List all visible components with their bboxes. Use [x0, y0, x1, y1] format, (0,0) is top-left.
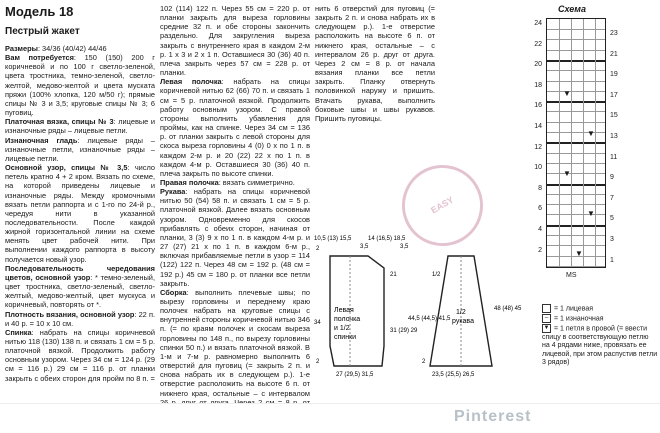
- col1-paragraph-text: : 34/36 (40/42) 44/46: [37, 44, 107, 53]
- body-label-3: и 1/2: [334, 325, 350, 332]
- pattern-measure-6: 34: [314, 320, 321, 326]
- col1-paragraph-text: : число петель кратно 4 + 2 кром. Вязать по схеме, на которой приведены лицевые и изнаночные ряды. Между кромочными вязать петли раппорта и с 1-го по 24-й р., чередуя нити в указанной последовательности. После каждой жирной горизонтальной линии на схеме менять цвет рабочей нити. При выполнении каждого раппорта в высоту получается новый узор.: [5, 163, 155, 264]
- pattern-measure-5: 2: [316, 246, 320, 252]
- col1-paragraph: [5, 163, 155, 264]
- column-2-body: [160, 4, 310, 425]
- model-subtitle: Пестрый жакет: [5, 26, 80, 37]
- drop-stitch-icon: ▼: [587, 129, 595, 138]
- schema-row-number: 12: [534, 143, 542, 151]
- schema-row-number: 21: [610, 50, 618, 58]
- schema-row-number: 4: [538, 226, 542, 233]
- col1-paragraph: [5, 136, 155, 163]
- col2-paragraph-label: Рукава: [160, 187, 186, 197]
- schema-column-line: [595, 19, 596, 267]
- schema-row-number: 11: [610, 153, 618, 161]
- pattern-measure-2: 3,5: [360, 244, 369, 250]
- legend-drop-icon: ▼: [543, 324, 550, 331]
- col1-paragraph-label: Размеры: [5, 44, 38, 53]
- col1-paragraph-label: Изнаночная гладь: [5, 135, 78, 145]
- legend-purl-text: = 1 изнаночная: [554, 315, 604, 323]
- column-1-body: [5, 44, 155, 383]
- schema-row-number: 17: [610, 91, 618, 99]
- schema-row-number: 23: [610, 30, 618, 37]
- pattern-measure-1: 10,5 (13) 15,5: [314, 236, 352, 242]
- schema-row-number: 22: [534, 40, 542, 48]
- pattern-measure-3: 14 (16,5) 18,5: [368, 236, 406, 242]
- schema-row-number: 19: [610, 71, 618, 79]
- col2-paragraph-label: Правая полочка: [160, 177, 219, 187]
- col1-paragraph-text: : 150 (150) 200 г коричневой и по 100 г светло-зеленой, цвета тростника, темно-зеленой, светло-желтой, медово-желтой и цвета муската пряжи (100% хлопка, 120 м/50 г); прямые спицы № 3 и 3,5; круговые спицы № 3; 6 пуговиц.: [5, 53, 155, 118]
- legend-item-drop: [542, 324, 658, 368]
- col2-paragraph-text: : набрать на спицы коричневой нитью 50 (54) 58 п. и связать 1 см = 5 р. платочной вязкой. Далее вязать основным узором. Одновременно для скосов прибавлять с обеих сторон, начиная от планки, 3 (3) 9 х по 1 п. в каждом 4-м р. и 27 (27) 21 х по 1 п. в каждом 6-м р., включая прибавляемые петли в узор = 114 (122) 122 п. Через 48 см = 192 р. (48 см = 192 р.) 45 см = 180 р. от планки все петли закрыть.: [160, 187, 310, 288]
- schema-row-number: 13: [610, 133, 618, 140]
- col1-paragraph-label: Спинка: [5, 327, 32, 337]
- schema-legend: [542, 304, 658, 368]
- schema-column-line: [571, 19, 572, 267]
- schema-row-number: 24: [534, 20, 542, 27]
- schema-row-number: 20: [534, 61, 542, 69]
- schema-row-number: 10: [534, 164, 542, 172]
- col1-paragraph-text: : лицевые ряды – изнаночные петли, изнаночные ряды – лицевые петли.: [5, 135, 155, 163]
- col1-paragraph: [5, 264, 155, 310]
- pattern-measure-14: 23,5 (25,5) 26,5: [432, 372, 475, 378]
- schema-column-line: [559, 19, 560, 267]
- col1-paragraph-label: Основной узор, спицы № 3,5: [5, 163, 128, 173]
- body-label-2: полочка: [334, 316, 361, 323]
- watermark-logo: EASY: [387, 150, 498, 261]
- col1-paragraph-text: : набрать на спицы коричневой нитью 118 (130) 138 п. и связать 1 см = 5 р. платочной вязкой. Продолжить работу основным узором. Через 34 см = 124 р. (29 см = 116 р.) 29 см = 116 р. от планки закрыть с обеих сторон для пройм по 8 п. =: [5, 327, 155, 383]
- col1-paragraph: [5, 328, 155, 383]
- pattern-measure-8: 31 (29) 29: [390, 328, 418, 334]
- schema-row-number: 3: [610, 236, 614, 243]
- col2-paragraph-text: : вязать симметрично.: [218, 177, 295, 187]
- schema-row-number: 16: [534, 102, 542, 110]
- body-label-1: Левая: [334, 307, 354, 314]
- col1-paragraph-label: Вам потребуется: [5, 53, 74, 63]
- schema-row-number: 18: [534, 81, 542, 89]
- column-1: [5, 4, 155, 430]
- schema-row-number: 1: [610, 256, 614, 264]
- col3-paragraph: [315, 4, 435, 123]
- pattern-measure-9: 27 (29,5) 31,5: [336, 372, 374, 378]
- schema-column-line: [583, 19, 584, 267]
- schema-row-number: 6: [538, 205, 542, 213]
- pattern-measure-10: 2: [316, 359, 320, 365]
- col1-paragraph: [5, 310, 155, 328]
- col3-paragraph-text: нить 6 отверстий для пуговиц (= закрыть 2 п. и снова набрать их в следующем р.). 1-е отверстие расположить на высоте 6 п. от нижнего края, остальные – с интервалом 26 р. друг от друга. Через 2 см = 8 р. от начала вязания планки все петли закрыть. Планку отвернуть половинкой наружу и пришить. Втачать рукава, выполнить боковые швы и швы рукавов. Пришить пуговицы.: [315, 4, 435, 123]
- col2-paragraph: [160, 187, 310, 288]
- col2-paragraph: [160, 178, 310, 187]
- schema-row-number: 8: [538, 184, 542, 192]
- schema-row-number: 9: [610, 174, 614, 182]
- col2-paragraph: [160, 77, 310, 178]
- col2-paragraph-label: Сборка: [160, 287, 187, 297]
- knitting-schema: [522, 4, 658, 428]
- col1-paragraph-text: : * темно-зеленый, цвет тростника, светло-зеленый, светло-желтый, медово-желтый, цвет мускуса и коричневый, повторять от *.: [5, 272, 155, 310]
- col2-paragraph-text: 102 (114) 122 п. Через 55 см = 220 р. от планки закрыть для выреза горловины средние 32 п. и обе стороны закончить раздельно. Для закругления выреза закрыть с внутреннего края в каждом 2-м р. 1 х 3 и 2 х 1 п. Оставшиеся 30 (36) 40 п. плеча закрыть через 57 см = 228 р. от планки.: [160, 4, 310, 78]
- legend-drop-text: = 1 петля в провой (= ввести спицу в соответствующую петлю на 4 рядами ниже, провязать ее лицевой, при этом распустив петли 3 рядов): [542, 325, 658, 367]
- pattern-measure-13: 1/2: [432, 272, 441, 278]
- sewing-pattern: [312, 228, 522, 378]
- sleeve-label-2: рукава: [452, 318, 474, 325]
- schema-row-number: 15: [610, 112, 618, 120]
- drop-stitch-icon: ▼: [575, 249, 583, 258]
- column-3-body: [315, 4, 435, 123]
- drop-stitch-icon: ▼: [563, 169, 571, 178]
- drop-stitch-icon: ▼: [563, 89, 571, 98]
- col2-paragraph: [160, 4, 310, 77]
- schema-row-number: 5: [610, 215, 614, 223]
- legend-purl-icon: –: [542, 314, 551, 323]
- pattern-measure-12: 48 (48) 45: [494, 306, 522, 312]
- legend-item-purl: [542, 314, 658, 324]
- pattern-measure-4: 3,5: [400, 244, 409, 250]
- schema-grid: [546, 18, 606, 268]
- model-title: Модель 18: [5, 4, 74, 19]
- col1-paragraph-label: Плотность вязания, основной узор: [5, 309, 135, 319]
- pinterest-logo: Pinterest: [454, 408, 532, 425]
- col1-paragraph-label: Последовательность чередования цветов, основной узор: [5, 263, 155, 282]
- schema-row-number: 7: [610, 194, 614, 202]
- col1-paragraph-text: : 22 п. и 40 р. = 10 х 10 см.: [5, 309, 155, 328]
- pattern-measure-7: 21: [390, 272, 397, 278]
- column-3: [315, 4, 435, 123]
- schema-title: Схема: [558, 4, 586, 14]
- legend-item-face: [542, 304, 658, 314]
- pattern-measure-15: 2: [422, 359, 426, 365]
- pattern-measure-11: 44,5 (44,5) 41,5: [408, 316, 451, 322]
- sleeve-label-1: 1/2: [456, 309, 466, 316]
- column-2: [160, 4, 310, 398]
- body-label-4: спинки: [334, 334, 357, 341]
- col1-paragraph-label: Платочная вязка, спицы № 3: [5, 117, 114, 127]
- col1-paragraph: [5, 44, 155, 53]
- col2-paragraph-text: : выполнить плечевые швы; по вырезу горловины и переднему краю полочек набрать на круговые спицы с внутренней стороны коричневой нитью 346 п. (= по краям полочек и скосам выреза горловины по 148 п., по вырезу горловины спинки 50 п.) и вязать платочной вязкой. В 1-м и 7-м р. равномерно выполнить 6 отверстий для пуговиц (= закрыть 2 п. и снова набрать их в следующем р.). 1-е отверстие расположить на высоте 6 п. от нижнего края, остальные – с интервалом: [160, 287, 310, 398]
- legend-face-text: = 1 лицевая: [554, 305, 594, 313]
- col1-paragraph: [5, 117, 155, 135]
- schema-row-number: 2: [538, 246, 542, 254]
- col1-paragraph-text: : лицевые и изнаночные ряды – лицевые петли.: [5, 117, 155, 136]
- col2-paragraph-text: : набрать на спицы коричневой нитью 62 (66) 70 п. и связать 1 см = 5 р. платочной вязкой. Продолжить работу основным узором. С правой стороны выполнить убавления для проймы, как на спинке. Через 34 см = 136 р. от планки закрыть с левой стороны для скоса выреза горловины 4 (0) 0 х по 1 п. в каждом 2-м р. и 20 (22) 22 х по 1 п. в каждом 4-м р. Оставшиеся 30 (36) 40 п. плеча закрыть по высоте спинки.: [160, 77, 310, 178]
- schema-repeat-label: MS: [566, 272, 577, 279]
- drop-stitch-icon: ▼: [587, 209, 595, 218]
- col2-paragraph-label: Левая полочка: [160, 77, 222, 87]
- col1-paragraph: [5, 53, 155, 117]
- schema-row-number: 14: [534, 123, 542, 130]
- legend-face-icon: [542, 304, 551, 313]
